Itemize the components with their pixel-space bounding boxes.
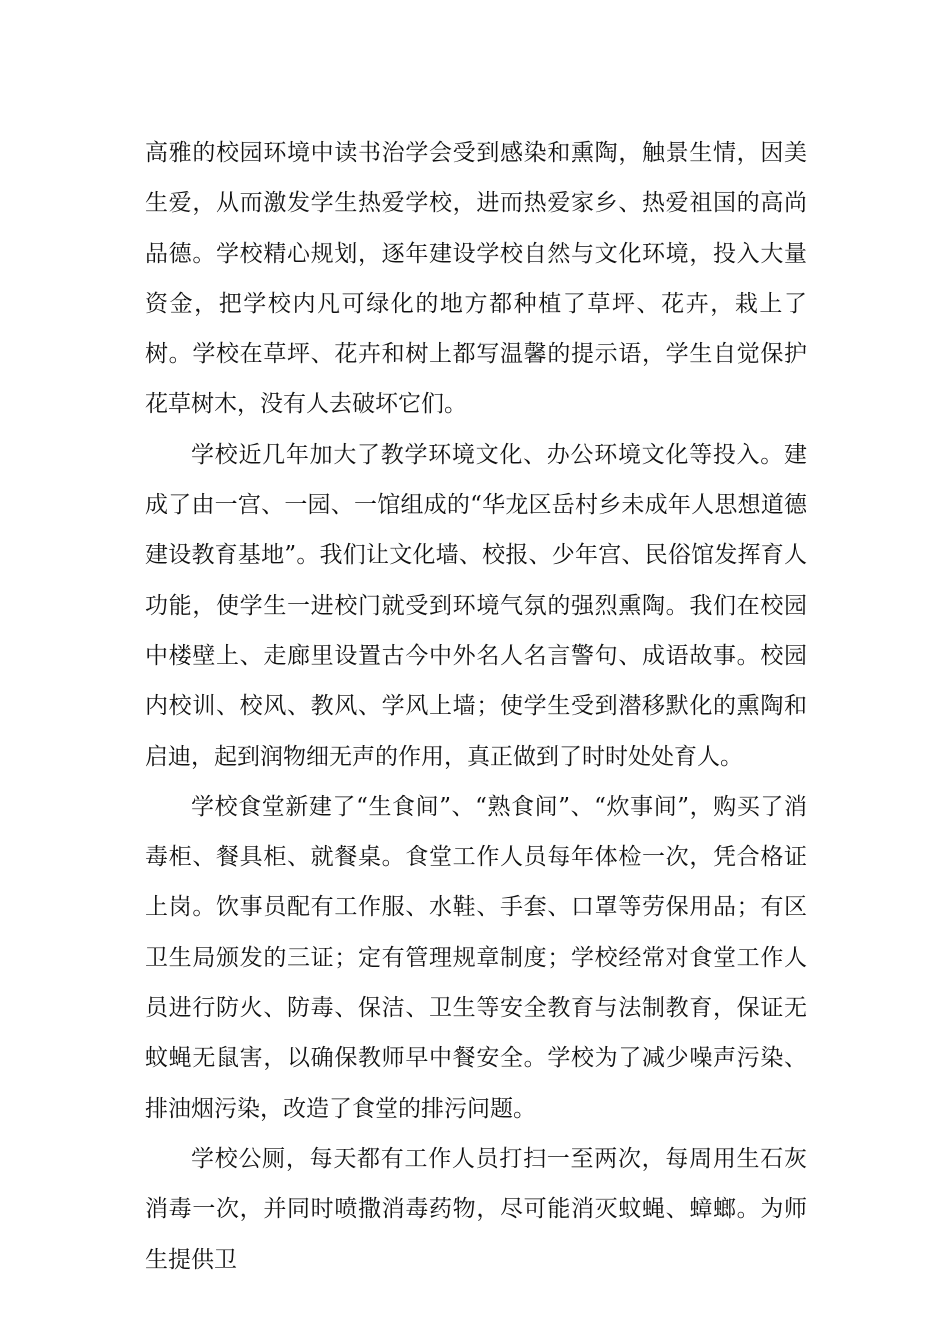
paragraph-3: 学校食堂新建了“生食间”、“熟食间”、“炊事间”，购买了消毒柜、餐具柜、就餐桌。食堂工作人员每年体检一次，凭合格证上岗。饮事员配有工作服、水鞋、手套、口罩等劳保用品；有区卫生局颁发的三证；定有管理规章制度；学校经常对食堂工作人员进行防火、防毒、保洁、卫生等安全教育与法制教育，保证无蚊蝇无鼠害，以确保教师早中餐安全。学校为了减少噪声污染、排油烟污染，改造了食堂的排污问题。: [145, 793, 807, 1122]
paragraph-2: 学校近几年加大了教学环境文化、办公环境文化等投入。建成了由一宫、一园、一馆组成的“华龙区岳村乡未成年人思想道德建设教育基地”。我们让文化墙、校报、少年宫、民俗馆发挥育人功能，使学生一进校门就受到环境气氛的强烈熏陶。我们在校园中楼壁上、走廊里设置古今中外名人名言警句、成语故事。校园内校训、校风、教风、学风上墙；使学生受到潜移默化的熏陶和启迪，起到润物细无声的作用，真正做到了时时处处育人。: [145, 441, 807, 770]
document-body: [145, 128, 807, 1285]
paragraph-1: 高雅的校园环境中读书治学会受到感染和熏陶，触景生情，因美生爱，从而激发学生热爱学校，进而热爱家乡、热爱祖国的高尚品德。学校精心规划，逐年建设学校自然与文化环境，投入大量资金，把学校内凡可绿化的地方都种植了草坪、花卉，栽上了树。学校在草坪、花卉和树上都写温馨的提示语，学生自觉保护花草树木，没有人去破坏它们。: [145, 140, 807, 418]
paragraph-4: 学校公厕，每天都有工作人员打扫一至两次，每周用生石灰消毒一次，并同时喷撒消毒药物，尽可能消灭蚊蝇、蟑螂。为师生提供卫: [145, 1145, 807, 1273]
